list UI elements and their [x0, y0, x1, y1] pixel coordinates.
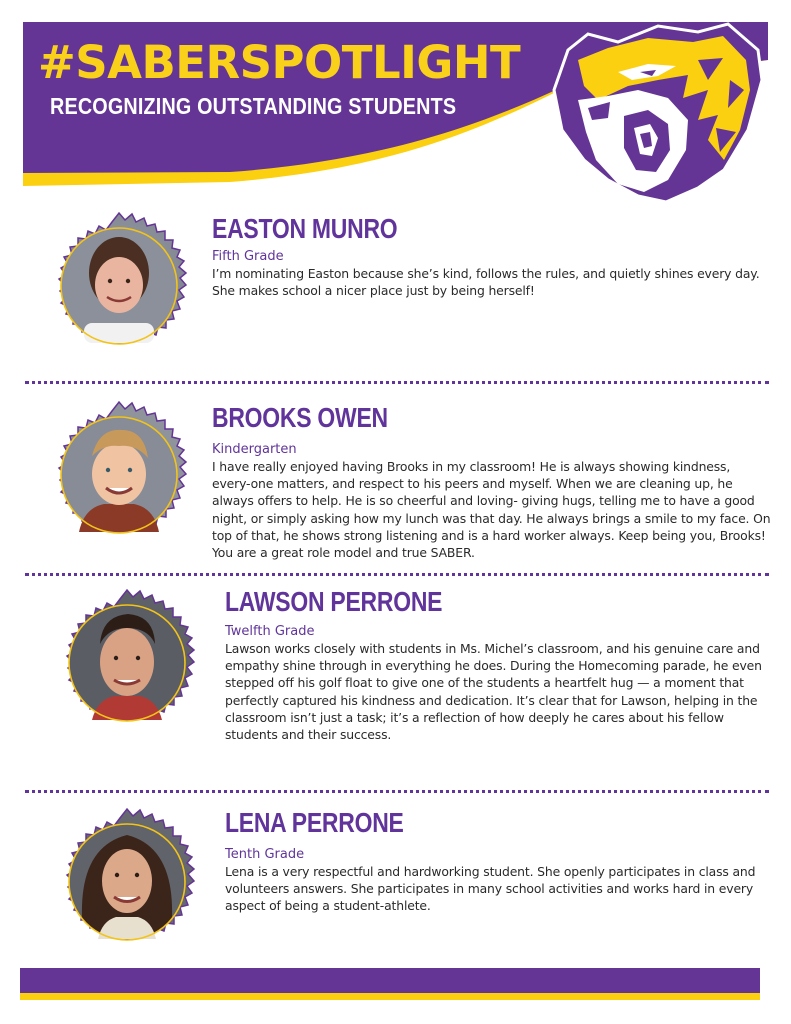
student-info	[225, 809, 770, 915]
section-divider	[25, 790, 769, 793]
student-grade: Twelfth Grade	[225, 624, 315, 639]
section-divider	[25, 573, 769, 576]
student-nomination-text: I have really enjoyed having Brooks in my classroom! He is always showing kindness, every-one matters, and respect to his peers and myself. When we are cleaning up, he always offers to help. He is so cheerful and loving- giving hugs, telling me to have a good night, or simply asking how my lunch was that day. He always brings a smile to my face. On top of that, he shows strong listening and is a hard worker always. Keep being you, Brooks! You are a great role model and true SABER.	[212, 459, 771, 561]
page-title: #SABERSPOTLIGHT	[38, 36, 521, 89]
section-divider	[25, 381, 769, 384]
student-grade: Kindergarten	[212, 442, 297, 457]
student-photo-badge	[44, 400, 194, 550]
student-name: LAWSON PERRONE	[225, 586, 443, 617]
student-photo-icon	[52, 588, 202, 738]
student-info	[212, 215, 772, 299]
page-subtitle: RECOGNIZING OUTSTANDING STUDENTS	[50, 93, 457, 119]
student-nomination-text: Lawson works closely with students in Ms. Michel’s classroom, and his genuine care and empathy shine through in everything he does. During the Homecoming parade, he even stepped off his golf float to give one of the students a heartfelt hug — a moment that perfectly captured his kindness and dedication. It’s clear that for Lawson, helping in the classroom isn’t just a task; it’s a reflection of how deeply he cares about his fellow students and their success.	[225, 641, 762, 743]
tiger-mascot-icon	[548, 20, 770, 202]
student-name: LENA PERRONE	[225, 807, 404, 838]
student-photo-badge	[52, 588, 202, 738]
student-photo-icon	[44, 211, 194, 361]
student-nomination-text: Lena is a very respectful and hardworking student. She openly participates in class and volunteers answers. She participates in many school activities and works hard in every aspect of being a student-athlete.	[225, 864, 756, 914]
student-grade: Fifth Grade	[212, 249, 284, 264]
student-name: BROOKS OWEN	[212, 402, 388, 433]
student-photo-badge	[52, 807, 202, 957]
student-grade: Tenth Grade	[225, 847, 305, 862]
student-nomination-text: I’m nominating Easton because she’s kind, follows the rules, and quietly shines every day. She makes school a nicer place just by being herself!	[212, 266, 760, 299]
student-photo-icon	[44, 400, 194, 550]
student-name: EASTON MUNRO	[212, 213, 398, 244]
student-info	[225, 588, 770, 743]
student-photo-icon	[52, 807, 202, 957]
student-info	[212, 404, 772, 561]
header-banner	[0, 0, 791, 210]
footer-band-gold	[20, 993, 760, 1000]
student-photo-badge	[44, 211, 194, 361]
footer-band-purple	[20, 968, 760, 993]
